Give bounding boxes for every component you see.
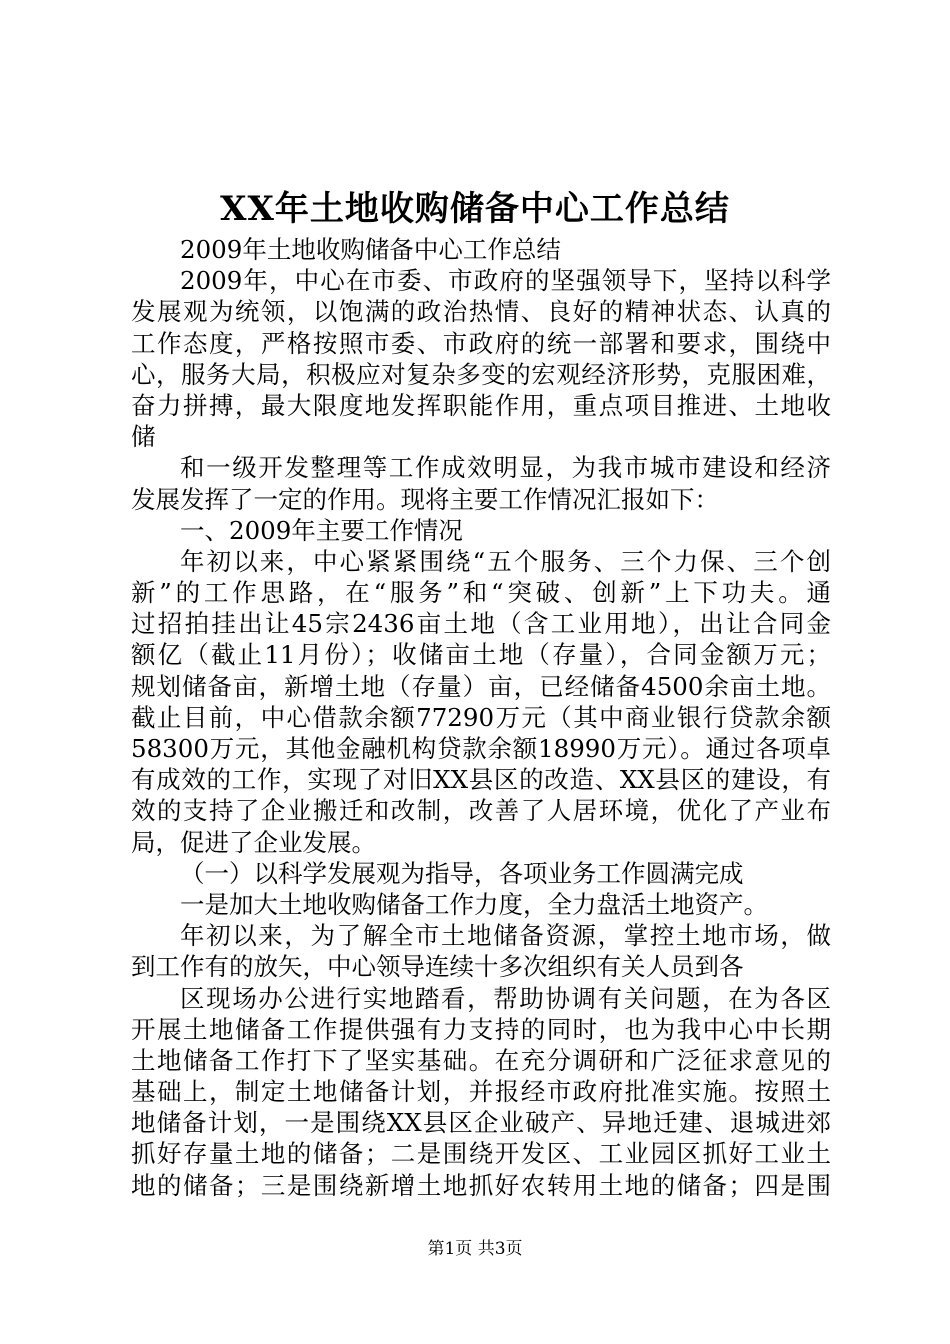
text-line: 地的储备；三是围绕新增土地抓好农转用土地的储备；四是围 (131, 1170, 831, 1200)
page-footer: 第1页 共3页 (427, 1239, 523, 1259)
text-line: 心，服务大局，积极应对复杂多变的宏观经济形势，克服困难， (131, 359, 831, 389)
text-line: 新”的工作思路，在“服务”和“突破、创新”上下功夫。通 (131, 578, 831, 608)
text-line: 一、2009年主要工作情况 (180, 515, 463, 545)
text-line: 2009年土地收购储备中心工作总结 (180, 235, 561, 264)
text-line: 过招拍挂出让45宗2436亩土地（含工业用地），出让合同金 (131, 609, 831, 639)
text-line: 局，促进了企业发展。 (131, 827, 376, 857)
text-line: 效的支持了企业搬迁和改制，改善了人居环境，优化了产业布 (131, 796, 831, 826)
text-line: 基础上，制定土地储备计划，并报经市政府批准实施。按照土 (131, 1077, 831, 1107)
document-title: XX年土地收购储备中心工作总结 (220, 189, 730, 229)
text-line: 截止目前，中心借款余额77290万元（其中商业银行贷款余额 (131, 702, 831, 732)
text-line: 区现场办公进行实地踏看，帮助协调有关问题，在为各区 (180, 983, 831, 1013)
text-line: 和一级开发整理等工作成效明显，为我市城市建设和经济 (180, 453, 831, 483)
text-line: 58300万元，其他金融机构贷款余额18990万元）。通过各项卓 (131, 734, 831, 763)
text-line: 2009年，中心在市委、市政府的坚强领导下，坚持以科学 (180, 266, 831, 296)
text-line: 工作态度，严格按照市委、市政府的统一部署和要求，围绕中 (131, 328, 831, 358)
text-line: 年初以来，中心紧紧围绕“五个服务、三个力保、三个创 (180, 546, 831, 576)
text-line: 一是加大土地收购储备工作力度，全力盘活土地资产。 (180, 889, 768, 919)
text-line: 储 (131, 422, 156, 452)
text-line: 额亿（截止11月份）；收储亩土地（存量），合同金额万元； (131, 640, 831, 670)
text-line: 发展观为统领，以饱满的政治热情、良好的精神状态、认真的 (131, 297, 831, 327)
text-line: 规划储备亩，新增土地（存量）亩，已经储备4500余亩土地。 (131, 671, 831, 701)
text-line: 开展土地储备工作提供强有力支持的同时，也为我中心中长期 (131, 1014, 831, 1044)
text-line: 到工作有的放矢，中心领导连续十多次组织有关人员到各 (131, 952, 744, 982)
text-line: 土地储备工作打下了坚实基础。在充分调研和广泛征求意见的 (131, 1045, 831, 1075)
text-line: 抓好存量土地的储备；二是围绕开发区、工业园区抓好工业土 (131, 1139, 831, 1169)
document-body (131, 234, 831, 1201)
text-line: 奋力拼搏，最大限度地发挥职能作用，重点项目推进、土地收 (131, 390, 831, 420)
text-line: 地储备计划，一是围绕XX县区企业破产、异地迁建、退城进郊 (131, 1108, 831, 1138)
text-line: 年初以来，为了解全市土地储备资源，掌控土地市场，做 (180, 921, 831, 951)
text-line: （一）以科学发展观为指导，各项业务工作圆满完成 (180, 858, 744, 888)
text-line: 有成效的工作，实现了对旧XX县区的改造、XX县区的建设，有 (131, 765, 831, 795)
text-line: 发展发挥了一定的作用。现将主要工作情况汇报如下： (131, 484, 719, 514)
